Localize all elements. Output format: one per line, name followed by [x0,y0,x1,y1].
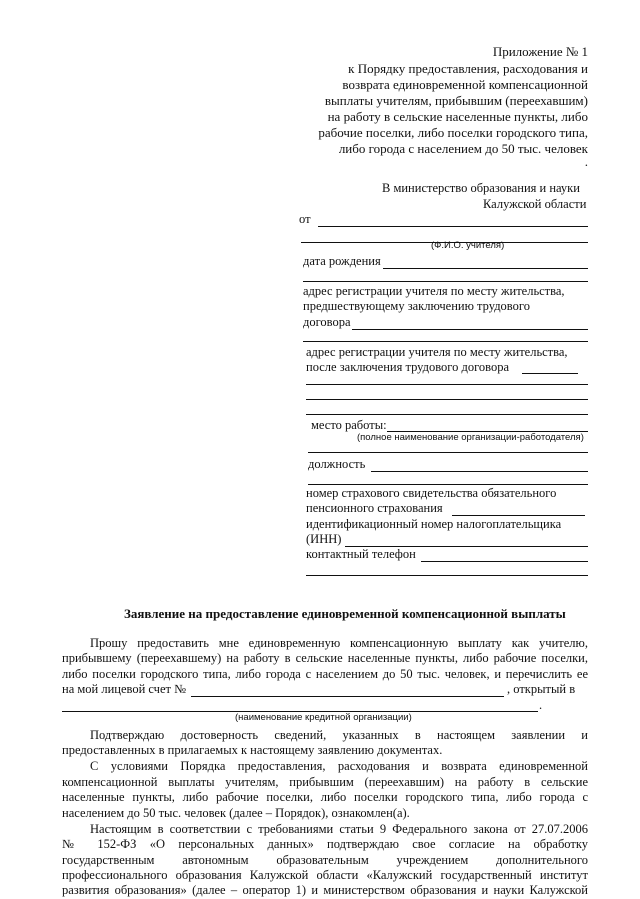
statement-title: Заявление на предоставление единовременной компенсационной выплаты [124,606,566,621]
inn-label-1: идентификационный номер налогоплательщика [306,517,562,531]
position-field-2[interactable] [308,484,588,485]
text-line: предоставленных в прилагаемых к настоящему заявлению документах. [62,743,443,757]
reg-after-field-3[interactable] [306,399,588,400]
phone-field[interactable] [421,561,588,562]
text-line: Подтверждаю достоверность сведений, указанных в настоящем заявлении и [90,728,588,742]
bank-caption: (наименование кредитной организации) [235,712,412,723]
birth-date-label: дата рождения [303,254,381,268]
text-line: либо поселки городского типа, либо города с населением до 50 тыс. человек, и перечислить ее [62,667,588,681]
insurance-label-2: пенсионного страхования [306,501,443,515]
reg-before-label-3: договора [303,315,351,329]
birth-date-field[interactable] [383,268,588,269]
text-line: Прошу предоставить мне единовременную компенсационную выплату как учителю, [90,636,588,650]
annex-line: к Порядку предоставления, расходования и [348,61,588,76]
inn-label-2: (ИНН) [306,532,342,546]
text-line: государственным автономным образовательным учреждением дополнительного [62,853,588,867]
insurance-label-1: номер страхового свидетельства обязательного [306,486,557,500]
insurance-field[interactable] [452,515,585,516]
annex-line: выплаты учителям, прибывшим (переехавшим) [324,93,588,108]
annex-line: рабочие поселки, либо поселки городского типа, [318,125,588,140]
reg-before-label-2: предшествующему заключению трудового [303,299,530,313]
workplace-field-2[interactable] [308,452,588,453]
workplace-label: место работы: [311,418,387,432]
reg-before-field[interactable] [352,329,588,330]
position-field[interactable] [371,471,588,472]
bank-field-period: . [539,698,543,712]
addressee-line-2: Калужской области [483,197,587,211]
annex-line: возврата единовременной компенсационной [342,77,588,92]
reg-before-label-1: адрес регистрации учителя по месту жительства, [303,284,565,298]
workplace-caption: (полное наименование организации-работодателя) [357,432,584,443]
reg-after-label-1: адрес регистрации учителя по месту жительства, [306,345,568,359]
text-line: профессионального образования Калужской области «Калужский государственный институт [62,868,588,882]
text-line: прибывшему (переехавшему) на работу в сельские населенные пункты, либо рабочие поселки, [62,651,588,665]
account-prefix: на мой лицевой счет № [62,682,187,696]
text-line: № 152-ФЗ «О персональных данных» подтверждаю свое согласие на обработку [62,837,588,851]
reg-after-field[interactable] [522,373,578,374]
reg-after-label-2: после заключения трудового договора [306,360,510,374]
from-label: от [299,212,311,226]
annex-line: на работу в сельские населенные пункты, либо [327,109,588,124]
annex-period: . [584,154,588,169]
text-line: развития образования» (далее – оператор 1) и министерством образования и науки Калужской [62,883,588,897]
position-label: должность [308,457,366,471]
text-line: Настоящим в соответствии с требованиями статьи 9 Федерального закона от 27.07.2006 [90,822,588,836]
text-line: населенные пункты, либо рабочие поселки, либо поселки городского типа, либо города с [62,790,588,804]
reg-after-field-4[interactable] [306,414,588,415]
addressee-line-1: В министерство образования и науки [382,181,580,195]
fio-caption: (Ф.И.О. учителя) [431,240,505,251]
account-suffix: , открытый в [507,682,576,696]
reg-after-field-2[interactable] [306,384,588,385]
account-number-field[interactable] [191,696,504,697]
text-line: населением до 50 тыс. человек (далее – Порядок), ознакомлен(а). [62,806,410,820]
text-line: компенсационной выплаты учителям, прибывшим (переехавшим) на работу в сельские [62,775,588,789]
text-line: С условиями Порядка предоставления, расходования и возврата единовременной [90,759,588,773]
annex-title: Приложение № 1 [492,44,588,59]
phone-field-2[interactable] [306,575,588,576]
phone-label: контактный телефон [306,547,416,561]
birth-date-field-2[interactable] [303,281,588,282]
fio-field[interactable] [318,226,588,227]
annex-line: либо города с населением до 50 тыс. человек [338,141,588,156]
reg-before-field-2[interactable] [303,341,588,342]
